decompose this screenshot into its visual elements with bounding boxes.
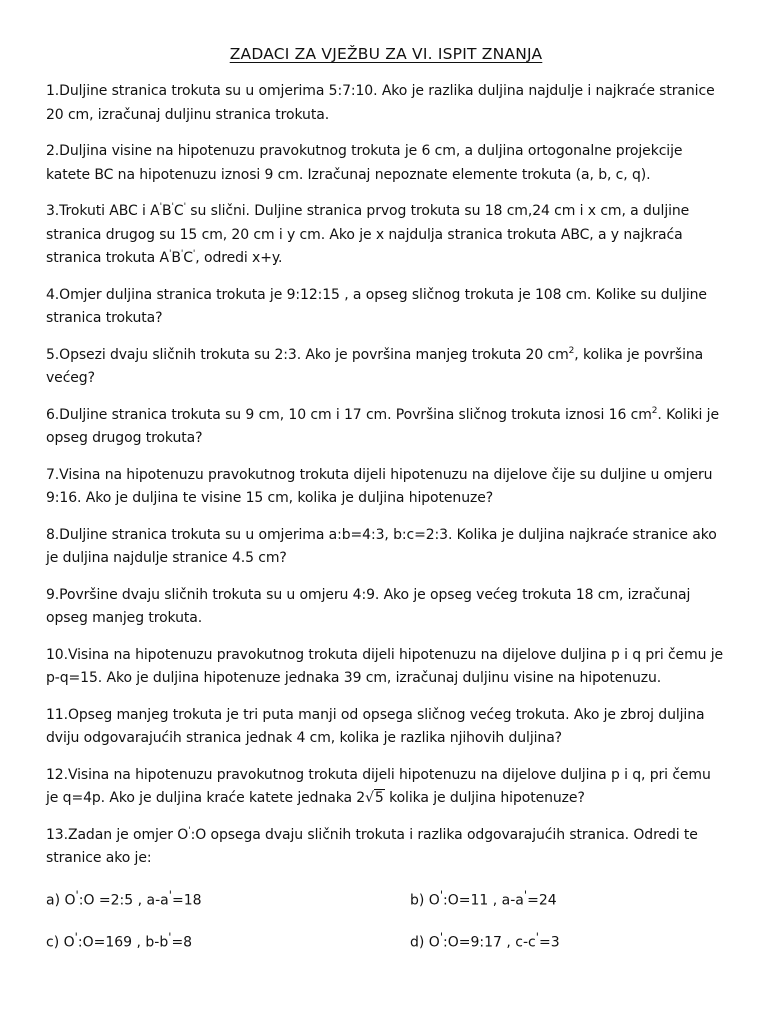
prime-mark: ': [439, 887, 444, 902]
task-4: 4.Omjer duljina stranica trokuta je 9:12:15 , a opseg sličnog trokuta je 108 cm. Kolike su duljine stranica trokuta?: [46, 286, 707, 326]
prime-mark: ': [192, 249, 196, 259]
prime-mark: ': [74, 929, 78, 944]
task-3-text: B: [162, 203, 172, 219]
radical-sign: √: [365, 790, 374, 806]
task-5: [46, 344, 726, 391]
radicand: 5: [374, 790, 384, 806]
document-page: [46, 42, 726, 955]
square-root: [365, 787, 385, 811]
task-13-text: 13.Zadan je omjer O: [46, 826, 189, 843]
task-1: 1.Duljine stranica trokuta su u omjerima 5:7:10. Ako je razlika duljina najdulje i najkraće stranice 20 cm, izračunaj duljinu stranica trokuta.: [46, 83, 715, 123]
task-8: 8.Duljine stranica trokuta su u omjerima a:b=4:3, b:c=2:3. Kolika je duljina najkraće stranice ako je duljina najdulje stranice 4.5 cm?: [46, 526, 717, 566]
task-12-text: kolika je duljina hipotenuze?: [384, 790, 585, 806]
prime-mark: ': [523, 887, 528, 902]
page-title: ZADACI ZA VJEŽBU ZA VI. ISPIT ZNANJA: [229, 45, 543, 63]
task-12: [46, 764, 726, 811]
task-10: 10.Visina na hipotenuzu pravokutnog trokuta dijeli hipotenuzu na dijelove duljina p i q pri čemu je p-q=15. Ako je duljina hipotenuze jednaka 39 cm, izračunaj duljinu visine na hipotenuzu.: [46, 646, 724, 686]
option-d: [410, 926, 710, 955]
prime-mark: ': [183, 202, 186, 212]
prime-mark: ': [168, 929, 172, 944]
option-text: :O =2:5 , a-a: [78, 892, 169, 909]
option-text: :O=169 , b-b: [77, 934, 169, 951]
option-text: :O=9:17 , c-c: [443, 934, 536, 951]
task-5-text: 5.Opsezi dvaju sličnih trokuta su 2:3. Ako je površina manjeg trokuta 20 cm: [46, 346, 569, 363]
task-5-text: , kolika je površina većeg?: [46, 346, 704, 386]
task-13-options: [46, 884, 726, 955]
prime-mark: ': [180, 249, 184, 259]
task-3-text: 3.Trokuti ABC i A: [46, 203, 160, 219]
task-3-text: B: [171, 250, 181, 266]
task-3-text: C: [183, 250, 193, 266]
option-text: =18: [171, 892, 202, 909]
squared-mark: 2: [651, 405, 658, 416]
option-text: =3: [538, 934, 560, 951]
task-3-text: su slični. Duljine stranica prvog trokuta su 18 cm,24 cm i x cm, a duljine stranica drugog su 15 cm, 20 cm i y cm. Ako je x najdulja stranica trokuta ABC, a y najkraća stranica trokuta A: [46, 203, 690, 266]
task-7: 7.Visina na hipotenuzu pravokutnog trokuta dijeli hipotenuzu na dijelove čije su duljine u omjeru 9:16. Ako je duljina te visine 15 cm, kolika je duljina hipotenuze?: [46, 466, 713, 506]
prime-mark: ': [188, 825, 191, 836]
task-13: [46, 824, 726, 871]
task-9: 9.Površine dvaju sličnih trokuta su u omjeru 4:9. Ako je opseg većeg trokuta 18 cm, izračunaj opseg manjeg trokuta.: [46, 586, 691, 626]
prime-mark: ': [159, 202, 162, 212]
prime-mark: ': [439, 929, 444, 944]
task-6: [46, 404, 726, 451]
task-3-text: , odredi x+y.: [195, 250, 283, 266]
option-text: b) O: [410, 892, 440, 909]
task-2: 2.Duljina visine na hipotenuzu pravokutnog trokuta je 6 cm, a duljina ortogonalne projekcije katete BC na hipotenuzu iznosi 9 cm. Izračunaj nepoznate elemente trokuta (a, b, c, q).: [46, 143, 683, 183]
task-3-text: C: [173, 203, 184, 219]
option-text: =24: [527, 892, 557, 909]
prime-mark: ': [171, 202, 174, 212]
option-text: a) O: [46, 892, 76, 909]
task-3: [46, 200, 726, 271]
prime-mark: ': [535, 929, 539, 944]
option-text: =8: [171, 934, 193, 951]
squared-mark: 2: [568, 345, 575, 356]
option-a: [46, 884, 410, 913]
task-6-text: 6.Duljine stranica trokuta su 9 cm, 10 cm i 17 cm. Površina sličnog trokuta iznosi 16 cm: [46, 406, 652, 423]
option-c: [46, 926, 410, 955]
task-12-text: 12.Visina na hipotenuzu pravokutnog trokuta dijeli hipotenuzu na dijelove duljina p i q, pri čemu je q=4p. Ako je duljina kraće katete jednaka 2: [46, 766, 711, 806]
task-13-text: :O opsega dvaju sličnih trokuta i razlika odgovarajućih stranica. Odredi te stranice ako je:: [46, 826, 698, 866]
option-text: d) O: [410, 934, 440, 951]
option-b: [410, 884, 710, 913]
prime-mark: ': [168, 249, 172, 259]
prime-mark: ': [168, 887, 172, 902]
task-6-text: . Koliki je opseg drugog trokuta?: [46, 406, 719, 446]
option-text: :O=11 , a-a: [443, 892, 524, 909]
prime-mark: ': [75, 887, 79, 902]
option-text: c) O: [46, 934, 75, 951]
task-11: 11.Opseg manjeg trokuta je tri puta manji od opsega sličnog većeg trokuta. Ako je zbroj duljina dviju odgovarajućih stranica jednak 4 cm, kolika je razlika njihovih duljina?: [46, 706, 705, 746]
